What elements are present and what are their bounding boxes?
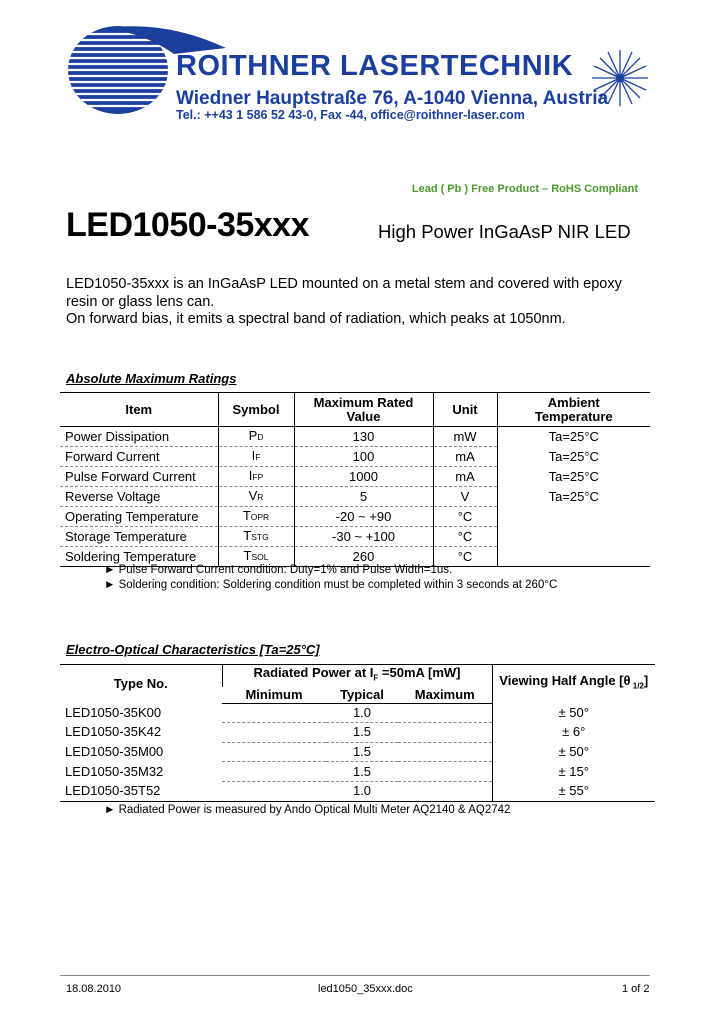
amr-header-unit: Unit	[433, 393, 497, 427]
product-title: LED1050-35xxx	[66, 206, 310, 244]
amr-symbol: IFP	[218, 467, 294, 487]
amr-symbol: TOPR	[218, 507, 294, 527]
amr-symbol: TSOL	[218, 547, 294, 567]
amr-unit: °C	[433, 507, 497, 527]
eoc-max	[398, 762, 492, 782]
eoc-max	[398, 781, 492, 801]
eoc-typ: 1.0	[326, 781, 398, 801]
amr-item: Storage Temperature	[60, 527, 218, 547]
eoc-row	[60, 742, 655, 762]
amr-ambient: Ta=25°C	[497, 427, 650, 447]
amr-item: Pulse Forward Current	[60, 467, 218, 487]
amr-header-row	[60, 393, 650, 427]
eoc-min	[222, 742, 326, 762]
amr-item: Forward Current	[60, 447, 218, 467]
footer-page: 1 of 2	[622, 983, 650, 995]
company-name: ROITHNER LASERTECHNIK	[176, 50, 574, 82]
amr-note: ► Pulse Forward Current condition: Duty=1% and Pulse Width=1us.	[104, 564, 453, 576]
amr-value: 100	[294, 447, 433, 467]
amr-value: 130	[294, 427, 433, 447]
eoc-title: Electro-Optical Characteristics [Ta=25°C]	[66, 642, 320, 657]
eoc-header-min: Minimum	[222, 687, 326, 704]
amr-row	[60, 487, 650, 507]
amr-row	[60, 527, 650, 547]
amr-unit: °C	[433, 527, 497, 547]
amr-value: -30 ~ +100	[294, 527, 433, 547]
eoc-header-typ: Typical	[326, 687, 398, 704]
eoc-typ: 1.0	[326, 703, 398, 723]
eoc-angle: ± 15°	[492, 762, 655, 782]
eoc-table	[60, 664, 655, 802]
amr-header-item: Item	[60, 393, 218, 427]
eoc-type: LED1050-35K00	[65, 704, 162, 720]
eoc-row	[60, 723, 655, 743]
description-line: On forward bias, it emits a spectral band of radiation, which peaks at 1050nm.	[66, 311, 566, 327]
eoc-angle: ± 55°	[492, 781, 655, 801]
amr-item: Power Dissipation	[60, 427, 218, 447]
amr-row	[60, 507, 650, 527]
company-contact: Tel.: ++43 1 586 52 43-0, Fax -44, office@roithner-laser.com	[176, 108, 525, 122]
amr-unit: mA	[433, 447, 497, 467]
eoc-typ: 1.5	[326, 762, 398, 782]
eoc-min	[222, 723, 326, 743]
eoc-typ: 1.5	[326, 723, 398, 743]
amr-value: 1000	[294, 467, 433, 487]
amr-symbol: VR	[218, 487, 294, 507]
eoc-row	[60, 762, 655, 782]
description-line: LED1050-35xxx is an InGaAsP LED mounted on a metal stem and covered with epoxy resin or glass lens can.	[66, 276, 622, 310]
amr-ambient: Ta=25°C	[497, 447, 650, 467]
eoc-min	[222, 781, 326, 801]
eoc-header-viewing-angle: Viewing Half Angle [θ $_{1/2}$]	[492, 665, 655, 704]
eoc-note: ► Radiated Power is measured by Ando Optical Multi Meter AQ2140 & AQ2742	[104, 804, 511, 816]
starburst-icon	[590, 48, 650, 108]
eoc-row	[60, 781, 655, 801]
eoc-row	[60, 703, 655, 723]
amr-symbol: TSTG	[218, 527, 294, 547]
amr-ambient: Ta=25°C	[497, 487, 650, 507]
amr-unit: °C	[433, 547, 497, 567]
amr-ambient	[497, 507, 650, 527]
eoc-angle: ± 6°	[492, 723, 655, 743]
eoc-max	[398, 723, 492, 743]
company-address: Wiedner Hauptstraße 76, A-1040 Vienna, Austria	[176, 88, 609, 109]
amr-value: 5	[294, 487, 433, 507]
product-subtitle: High Power InGaAsP NIR LED	[378, 221, 631, 242]
footer-filename: led1050_35xxx.doc	[318, 983, 413, 995]
amr-value: 260	[294, 547, 433, 567]
eoc-min	[222, 762, 326, 782]
amr-ambient	[497, 527, 650, 547]
amr-header-ambient: Ambient Temperature	[497, 393, 650, 427]
description	[66, 276, 646, 329]
eoc-type: LED1050-35M00	[65, 744, 164, 760]
amr-unit: mW	[433, 427, 497, 447]
amr-table	[60, 392, 650, 567]
eoc-type: LED1050-35K42	[65, 724, 162, 740]
amr-symbol: IF	[218, 447, 294, 467]
eoc-max	[398, 703, 492, 723]
amr-note: ► Soldering condition: Soldering condition must be completed within 3 seconds at 260°C	[104, 578, 558, 591]
amr-row	[60, 427, 650, 447]
eoc-header-radiated-power: Radiated Power at $I_F =50mA$ [mW]	[222, 665, 492, 687]
eoc-type: LED1050-35T52	[60, 781, 222, 801]
eoc-type: LED1050-35M32	[65, 763, 164, 779]
amr-item: Operating Temperature	[60, 507, 218, 527]
amr-item: Soldering Temperature	[60, 547, 218, 567]
eoc-header-type: Type No.	[60, 665, 222, 704]
amr-ambient: Ta=25°C	[497, 467, 650, 487]
eoc-typ: 1.5	[326, 742, 398, 762]
amr-unit: V	[433, 487, 497, 507]
amr-symbol: PD	[218, 427, 294, 447]
amr-notes	[104, 563, 557, 592]
amr-row	[60, 467, 650, 487]
footer-divider	[60, 975, 650, 976]
amr-item: Reverse Voltage	[60, 487, 218, 507]
eoc-angle: ± 50°	[492, 703, 655, 723]
amr-header-symbol: Symbol	[218, 393, 294, 427]
eoc-header-max: Maximum	[398, 687, 492, 704]
eoc-max	[398, 742, 492, 762]
footer-date: 18.08.2010	[66, 983, 122, 995]
amr-header-max: Maximum Rated Value	[294, 393, 433, 427]
amr-unit: mA	[433, 467, 497, 487]
amr-row	[60, 447, 650, 467]
rohs-label: Lead ( Pb ) Free Product – RoHS Compliant	[411, 183, 638, 195]
amr-value: -20 ~ +90	[294, 507, 433, 527]
amr-title: Absolute Maximum Ratings	[66, 371, 237, 386]
eoc-min	[222, 703, 326, 723]
eoc-angle: ± 50°	[492, 742, 655, 762]
eoc-header-row	[60, 665, 655, 687]
